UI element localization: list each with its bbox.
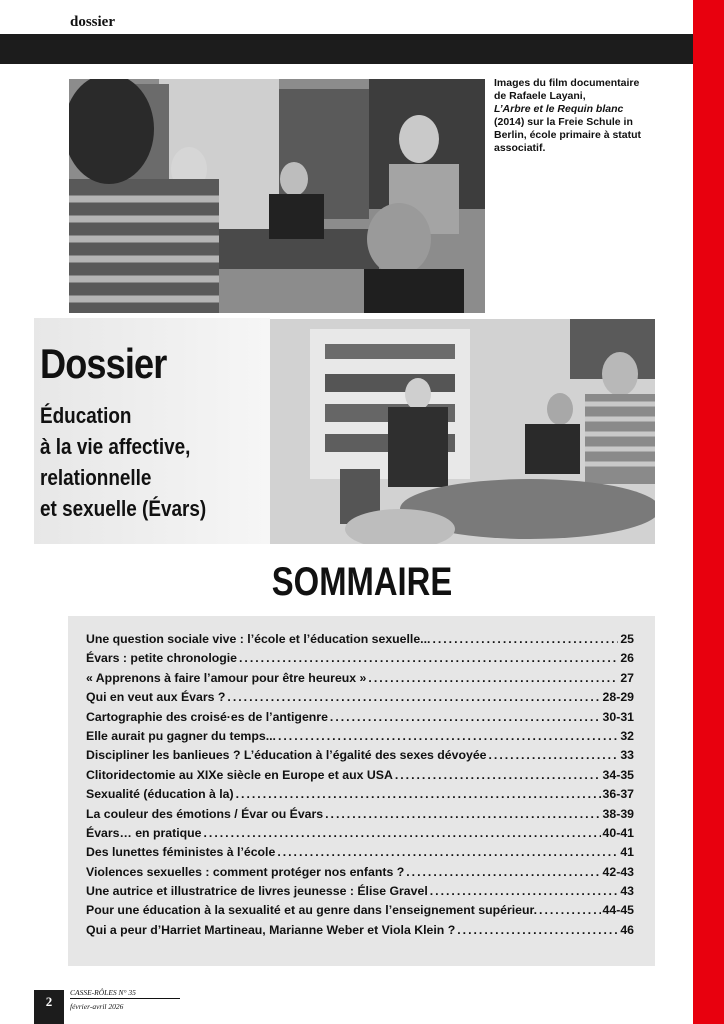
toc-entry-page: 30-31 bbox=[602, 709, 634, 724]
toc-entry[interactable] bbox=[86, 768, 634, 787]
toc-entry-page: 46 bbox=[620, 922, 634, 937]
classroom-photo-bottom bbox=[270, 319, 655, 544]
toc-entry-page: 28-29 bbox=[602, 690, 634, 705]
dossier-title: Dossier bbox=[40, 340, 167, 387]
dossier-subtitle bbox=[40, 400, 264, 524]
toc-entry[interactable] bbox=[86, 671, 634, 690]
toc-leader-dots bbox=[325, 807, 600, 821]
toc-leader-dots bbox=[239, 651, 618, 665]
toc-entry-page: 26 bbox=[620, 651, 634, 666]
toc-entry-title: Clitoridectomie au XIXe siècle en Europe et aux USA bbox=[86, 767, 393, 782]
toc-entry-page: 25 bbox=[620, 632, 634, 646]
toc-entry[interactable] bbox=[86, 690, 634, 709]
toc-leader-dots bbox=[457, 923, 618, 937]
toc-entry-page: 36-37 bbox=[602, 787, 634, 802]
toc-entry-page: 34-35 bbox=[602, 767, 634, 782]
page-number: 2 bbox=[34, 990, 64, 1024]
toc-entry-page: 42-43 bbox=[602, 864, 634, 879]
toc-entry-title: Pour une éducation à la sexualité et au genre dans l’enseignement supérieur. bbox=[86, 903, 538, 918]
caption-line-1: Images du film documentaire de Rafaele Layani, bbox=[494, 77, 640, 102]
sommaire-title-text: SOMMAIRE bbox=[271, 560, 453, 604]
toc-leader-dots bbox=[432, 632, 618, 646]
footer-divider bbox=[70, 998, 180, 999]
toc-entry-page: 32 bbox=[620, 728, 634, 743]
toc-entry-title: La couleur des émotions / Évar ou Évars bbox=[86, 806, 324, 821]
dossier-subtitle-line: et sexuelle (Évars) bbox=[40, 496, 207, 521]
toc-entry[interactable] bbox=[86, 710, 634, 729]
classroom-photo-top bbox=[69, 79, 485, 313]
toc-entry[interactable] bbox=[86, 807, 634, 826]
toc-entry[interactable] bbox=[86, 632, 634, 651]
toc-leader-dots bbox=[277, 845, 618, 859]
toc-entry-title: Qui a peur d’Harriet Martineau, Marianne Weber et Viola Klein ? bbox=[86, 922, 456, 937]
toc-entry-title: Sexualité (éducation à la) bbox=[86, 787, 234, 802]
caption-film-title: L’Arbre et le Requin blanc bbox=[494, 103, 624, 115]
toc-entry-page: 38-39 bbox=[602, 806, 634, 821]
toc-leader-dots bbox=[204, 826, 601, 840]
toc-entry-title: Évars : petite chronologie bbox=[86, 651, 238, 666]
toc-entry[interactable] bbox=[86, 903, 634, 922]
toc-entry[interactable] bbox=[86, 826, 634, 845]
toc-entry-title: Discipliner les banlieues ? L’éducation à l’égalité des sexes dévoyée bbox=[86, 748, 487, 763]
dossier-subtitle-line: Éducation bbox=[40, 403, 132, 428]
toc-leader-dots bbox=[278, 729, 618, 743]
toc-entry[interactable] bbox=[86, 884, 634, 903]
toc-leader-dots bbox=[236, 787, 601, 801]
red-side-band bbox=[693, 0, 724, 1024]
toc-entry-title: Cartographie des croisé·es de l’antigenre bbox=[86, 709, 328, 724]
photo-caption bbox=[494, 77, 644, 155]
footer-publication: CASSE-RÔLES N° 35 bbox=[70, 988, 136, 997]
toc-entry-title: Qui en veut aux Évars ? bbox=[86, 690, 226, 705]
toc-entry-title: Évars… en pratique bbox=[86, 825, 202, 840]
caption-line-2: (2014) sur la Freie Schule in Berlin, école primaire à statut associatif. bbox=[494, 116, 642, 154]
toc-leader-dots bbox=[368, 671, 618, 685]
toc-entry-page: 33 bbox=[620, 748, 634, 763]
toc-entry-title: Une autrice et illustratrice de livres jeunesse : Élise Gravel bbox=[86, 884, 428, 899]
toc-leader-dots bbox=[406, 865, 600, 879]
toc-entry-page: 27 bbox=[620, 670, 634, 685]
toc-leader-dots bbox=[330, 710, 601, 724]
toc-entry-page: 43 bbox=[620, 884, 634, 899]
toc-entry-title: Une question sociale vive : l’école et l’éducation sexuelle... bbox=[86, 632, 431, 646]
header-bar bbox=[0, 34, 693, 64]
toc-leader-dots bbox=[430, 884, 619, 898]
toc-entry[interactable] bbox=[86, 865, 634, 884]
toc-entry[interactable] bbox=[86, 729, 634, 748]
table-of-contents bbox=[86, 632, 634, 942]
sommaire-title bbox=[0, 560, 724, 605]
toc-entry-title: « Apprenons à faire l’amour pour être heureux » bbox=[86, 670, 367, 685]
toc-entry[interactable] bbox=[86, 787, 634, 806]
toc-entry[interactable] bbox=[86, 923, 634, 942]
dossier-subtitle-line: relationnelle bbox=[40, 465, 152, 490]
toc-entry-title: Violences sexuelles : comment protéger nos enfants ? bbox=[86, 864, 405, 879]
section-label: dossier bbox=[70, 14, 115, 30]
toc-leader-dots bbox=[539, 903, 601, 917]
toc-entry[interactable] bbox=[86, 845, 634, 864]
toc-entry[interactable] bbox=[86, 748, 634, 767]
toc-leader-dots bbox=[395, 768, 601, 782]
toc-entry-page: 40-41 bbox=[602, 825, 634, 840]
toc-entry[interactable] bbox=[86, 651, 634, 670]
toc-entry-title: Des lunettes féministes à l’école bbox=[86, 845, 276, 860]
toc-leader-dots bbox=[227, 690, 600, 704]
toc-leader-dots bbox=[489, 748, 619, 762]
dossier-subtitle-line: à la vie affective, bbox=[40, 434, 191, 459]
toc-entry-title: Elle aurait pu gagner du temps... bbox=[86, 728, 276, 743]
footer-date: février-avril 2026 bbox=[70, 1002, 124, 1011]
toc-entry-page: 44-45 bbox=[602, 903, 634, 918]
toc-entry-page: 41 bbox=[620, 845, 634, 860]
